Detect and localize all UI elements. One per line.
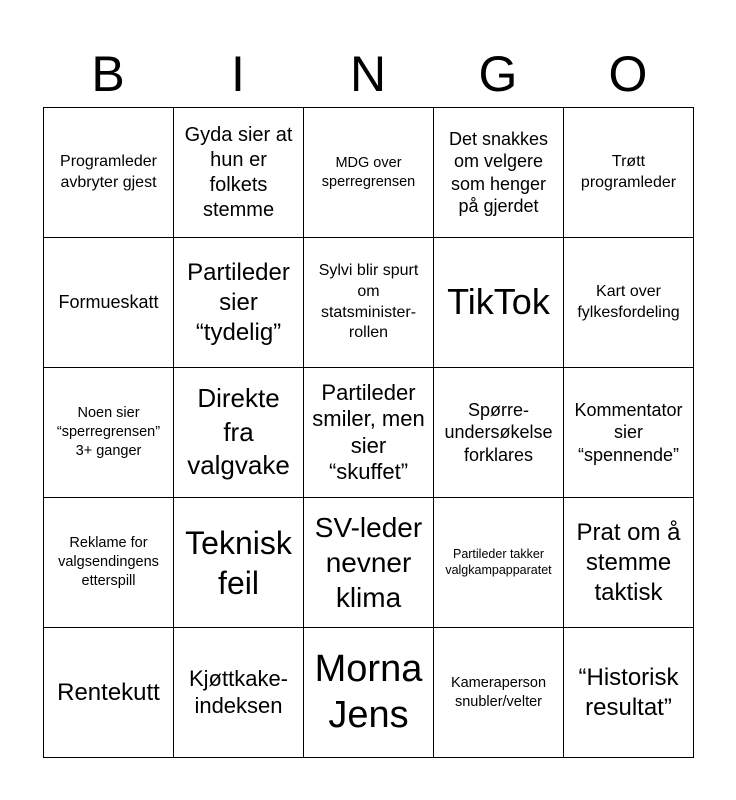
- cell-text: Spørre-undersøkelse forklares: [444, 399, 553, 465]
- cell-text: Partileder takker valgkampapparatet: [445, 546, 552, 577]
- cell-text: Kjøttkake-indeksen: [188, 666, 289, 718]
- cell-text: Gyda sier at hun er folkets stemme: [184, 123, 293, 221]
- bingo-cell[interactable]: [434, 368, 564, 498]
- bingo-cell[interactable]: [434, 628, 564, 758]
- cell-text: Teknisk feil: [185, 524, 292, 601]
- cell-text: Noen sier “sperregrensen” 3+ ganger: [56, 405, 161, 459]
- cell-text: Programleder avbryter gjest: [60, 152, 157, 191]
- bingo-cell[interactable]: [304, 498, 434, 628]
- bingo-cell[interactable]: [174, 238, 304, 368]
- bingo-cell[interactable]: [434, 498, 564, 628]
- cell-text: Trøtt programleder: [580, 152, 677, 191]
- bingo-cell[interactable]: [304, 368, 434, 498]
- cell-text: Reklame for valgsendingens etterspill: [58, 535, 159, 589]
- cell-text: Rentekutt: [57, 678, 160, 706]
- cell-text: MDG over sperregrensen: [321, 154, 416, 190]
- bingo-cell[interactable]: [434, 238, 564, 368]
- cell-text: Partileder sier “tydelig”: [187, 258, 290, 346]
- bingo-cell[interactable]: [564, 368, 694, 498]
- bingo-cell[interactable]: [44, 498, 174, 628]
- bingo-cell[interactable]: [174, 628, 304, 758]
- bingo-cell[interactable]: [304, 108, 434, 238]
- bingo-cell[interactable]: [44, 108, 174, 238]
- cell-text: Kommentator sier “spennende”: [574, 399, 683, 465]
- cell-text: Det snakkes om velgere som henger på gjerdet: [448, 128, 549, 216]
- cell-text: SV-leder nevner klima: [314, 512, 423, 613]
- cell-text: Morna Jens: [314, 647, 423, 736]
- bingo-cell[interactable]: [44, 238, 174, 368]
- bingo-cell[interactable]: [564, 238, 694, 368]
- bingo-cell[interactable]: [564, 108, 694, 238]
- cell-text: Direkte fra valgvake: [187, 382, 290, 481]
- cell-text: Partileder smiler, men sier “skuffet”: [312, 379, 425, 484]
- cell-text: “Historisk resultat”: [578, 663, 679, 721]
- cell-text: Kart over fylkesfordeling: [577, 282, 680, 321]
- bingo-cell[interactable]: [304, 238, 434, 368]
- bingo-cell[interactable]: [564, 628, 694, 758]
- bingo-cell[interactable]: [174, 498, 304, 628]
- bingo-cell[interactable]: [174, 108, 304, 238]
- bingo-cell[interactable]: [304, 628, 434, 758]
- header-letter-n: N: [349, 46, 387, 102]
- bingo-cell[interactable]: [564, 498, 694, 628]
- cell-text: TikTok: [447, 281, 550, 323]
- header-letter-g: G: [478, 46, 518, 102]
- bingo-cell[interactable]: [174, 368, 304, 498]
- header-letter-o: O: [608, 46, 648, 102]
- bingo-cell[interactable]: [44, 368, 174, 498]
- cell-text: Kameraperson snubler/velter: [450, 674, 547, 710]
- header-letter-i: I: [231, 46, 245, 102]
- cell-text: Formueskatt: [58, 292, 159, 313]
- header-letter-b: B: [91, 46, 125, 102]
- bingo-cell[interactable]: [44, 628, 174, 758]
- cell-text: Prat om å stemme taktisk: [576, 518, 681, 606]
- bingo-cell[interactable]: [434, 108, 564, 238]
- bingo-header: [43, 40, 693, 108]
- bingo-board: [43, 107, 694, 758]
- cell-text: Sylvi blir spurt om statsminister-rollen: [318, 261, 419, 342]
